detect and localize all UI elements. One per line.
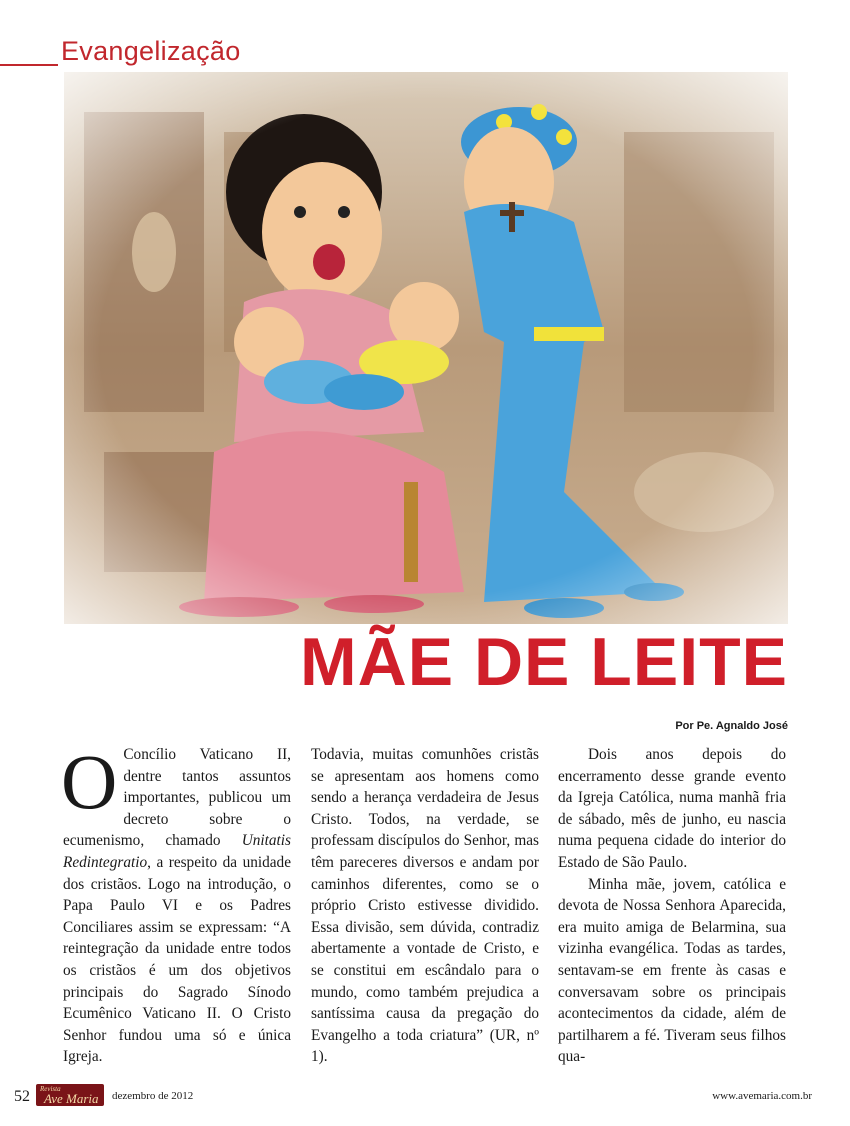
article-headline: MÃE DE LEITE	[299, 624, 788, 700]
drop-cap: O	[61, 738, 118, 825]
logo-name: Ave Maria	[44, 1091, 99, 1106]
page-footer	[0, 1084, 850, 1108]
website-link[interactable]: www.avemaria.com.br	[712, 1090, 812, 1102]
logo-label: Revista	[40, 1085, 61, 1093]
article-paragraph	[61, 738, 291, 1068]
article-paragraph: Todavia, muitas comunhões cristãs se apresentam aos homens como sendo a herança verdadeira de Jesus Cristo. Todos, na verdade, se professam discípulos do Senhor, mas têm pareceres diversos e andam por caminhos diferentes, como se o próprio Cristo estivesse dividido. Essa divisão, sem dúvida, contradiz abertamente a vontade de Cristo, e se constitui em escândalo para o mundo, como também prejudica a santíssima causa da pregação do Evangelho a toda criatura” (UR, nº 1).	[311, 746, 539, 1066]
article-column-1	[61, 738, 291, 1068]
paragraph-text: , a respeito da unidade dos cristãos. Logo na introdução, o Papa Paulo VI e os Padres Conciliares assim se expressam: “A reintegração da unidade entre todos os cristãos é um dos objetivos principais do Sagrado Sínodo Ecumênico Vaticano II. O Cristo Senhor fundou uma só e única Igreja.	[63, 853, 291, 1066]
article-column-2	[311, 744, 539, 1068]
document-title-italic: Unitatis Redintegratio	[63, 832, 291, 871]
section-rule	[0, 64, 58, 66]
page-number: 52	[14, 1088, 30, 1105]
issue-date: dezembro de 2012	[112, 1090, 194, 1102]
article-paragraph: Minha mãe, jovem, católica e devota de Nossa Senhora Aparecida, era muito amiga de Belarmina, sua vizinha evangélica. Todas as tardes, sentavam-se em frente às casas e conversavam sobre os principais acontecimentos da cidade, além de partilharem a fé. Tiveram seus filhos qua-	[558, 875, 786, 1066]
paragraph-text: Concílio Vaticano II, dentre tantos assuntos importantes, publicou um decreto sobre o ecumenismo, chamado	[63, 746, 291, 850]
section-title: Evangelização	[61, 36, 241, 66]
article-column-3	[558, 744, 786, 1068]
article-illustration	[64, 72, 788, 624]
article-paragraph: Dois anos depois do encerramento desse grande evento da Igreja Católica, numa manhã fria de sábado, mês de junho, eu nascia numa pequena cidade do interior do Estado de São Paulo.	[558, 746, 786, 871]
article-byline: Por Pe. Agnaldo José	[675, 720, 788, 732]
